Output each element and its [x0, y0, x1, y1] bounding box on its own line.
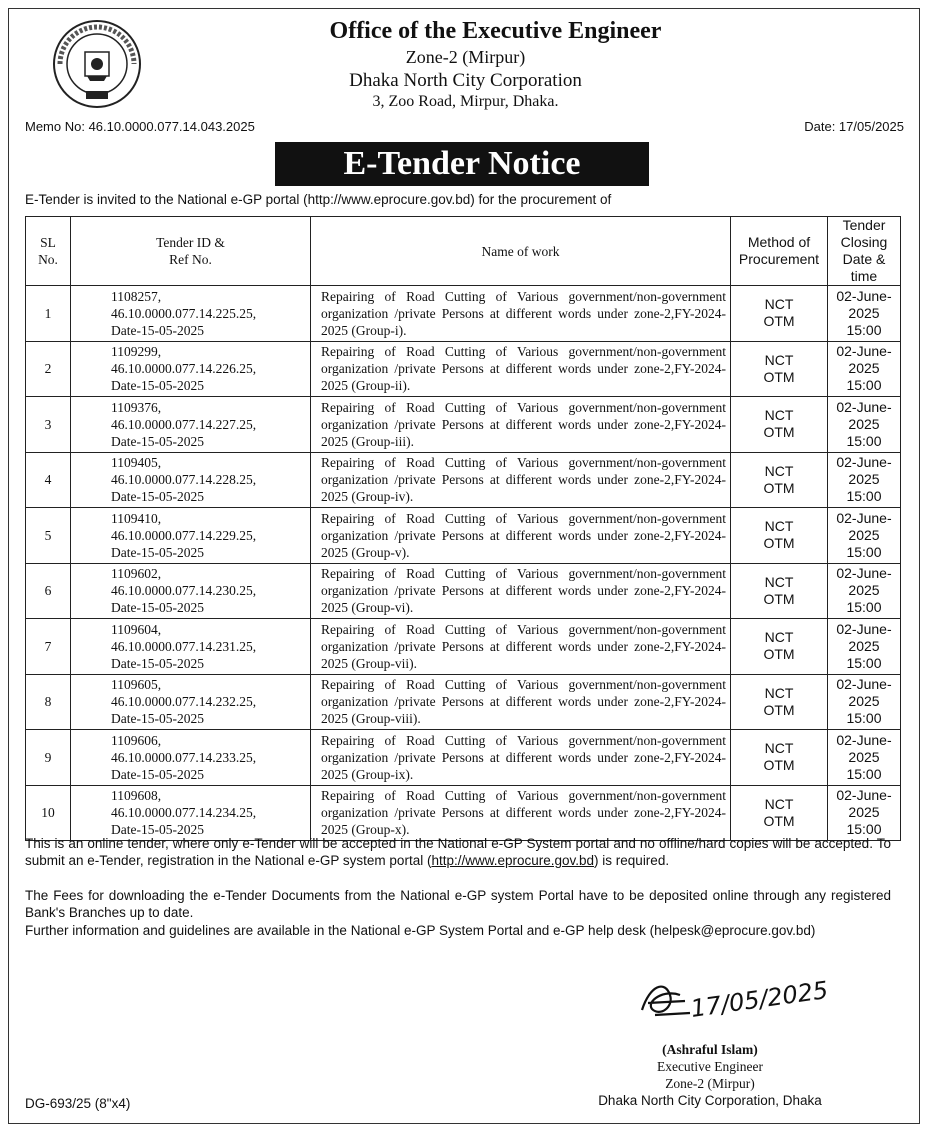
note-online-tender: This is an online tender, where only e-Tender will be accepted in the National e-GP System portal and no offline/hard copies will be accepted. To submit an e-Tender, registration in the National e-GP system portal (http://www.eprocure.gov.bd) is required.: [25, 836, 891, 868]
cell-sl: 7: [26, 619, 71, 675]
header-name-of-work: Name of work: [311, 217, 731, 286]
cell-tender-id: 1109405, 46.10.0000.077.14.228.25, Date-15-05-2025: [71, 452, 311, 508]
cell-method: NCT OTM: [731, 730, 828, 786]
cell-tender-id: 1109608, 46.10.0000.077.14.234.25, Date-15-05-2025: [71, 785, 311, 841]
office-title: Office of the Executive Engineer: [329, 18, 662, 44]
cell-closing: 02-June-2025 15:00: [828, 341, 901, 397]
table-row: [26, 730, 901, 786]
cell-method: NCT OTM: [731, 286, 828, 342]
cell-name-of-work: Repairing of Road Cutting of Various government/non-government organization /private Persons at different words under zone-2,FY-2024-2025 (Group-iii).: [311, 397, 731, 453]
cell-method: NCT OTM: [731, 397, 828, 453]
table-row: [26, 452, 901, 508]
cell-method: NCT OTM: [731, 563, 828, 619]
cell-sl: 10: [26, 785, 71, 841]
cell-tender-id: 1109606, 46.10.0000.077.14.233.25, Date-15-05-2025: [71, 730, 311, 786]
cell-name-of-work: Repairing of Road Cutting of Various government/non-government organization /private Persons at different words under zone-2,FY-2024-2025 (Group-iv).: [311, 452, 731, 508]
cell-method: NCT OTM: [731, 674, 828, 730]
cell-method: NCT OTM: [731, 619, 828, 675]
header-sl: SL No.: [26, 217, 71, 286]
cell-tender-id: 1109602, 46.10.0000.077.14.230.25, Date-15-05-2025: [71, 563, 311, 619]
cell-closing: 02-June-2025 15:00: [828, 730, 901, 786]
cell-closing: 02-June-2025 15:00: [828, 397, 901, 453]
cell-sl: 1: [26, 286, 71, 342]
cell-tender-id: 1109604, 46.10.0000.077.14.231.25, Date-15-05-2025: [71, 619, 311, 675]
intro-text: E-Tender is invited to the National e-GP portal (http://www.eprocure.gov.bd) for the procurement of: [25, 192, 612, 207]
cell-tender-id: 1108257, 46.10.0000.077.14.225.25, Date-15-05-2025: [71, 286, 311, 342]
cell-closing: 02-June-2025 15:00: [828, 563, 901, 619]
note-fees: The Fees for downloading the e-Tender Documents from the National e-GP system Portal have to be deposited online through any registered Bank's Branches up to date.: [25, 888, 891, 920]
cell-sl: 2: [26, 341, 71, 397]
cell-name-of-work: Repairing of Road Cutting of Various government/non-government organization /private Persons at different words under zone-2,FY-2024-2025 (Group-ii).: [311, 341, 731, 397]
signatory-zone: Zone-2 (Mirpur): [665, 1076, 755, 1091]
svg-text:17/05/2025: 17/05/2025: [688, 975, 830, 1023]
table-row: [26, 286, 901, 342]
signatory-title: Executive Engineer: [656, 1059, 764, 1074]
table-row: [26, 785, 901, 841]
cell-sl: 3: [26, 397, 71, 453]
notice-banner: E-Tender Notice: [275, 142, 649, 186]
notice-date: Date: 17/05/2025: [804, 119, 904, 134]
cell-closing: 02-June-2025 15:00: [828, 452, 901, 508]
note-help-desk: Further information and guidelines are available in the National e-GP System Portal and e-GP help desk (helpesk@eprocure.gov.bd): [25, 923, 816, 938]
cell-name-of-work: Repairing of Road Cutting of Various government/non-government organization /private Persons at different words under zone-2,FY-2024-2025 (Group-ix).: [311, 730, 731, 786]
cell-closing: 02-June-2025 15:00: [828, 785, 901, 841]
header-closing: Tender Closing Date & time: [828, 217, 901, 286]
signatory-name: (Ashraful Islam): [662, 1042, 758, 1057]
cell-name-of-work: Repairing of Road Cutting of Various government/non-government organization /private Persons at different words under zone-2,FY-2024-2025 (Group-i).: [311, 286, 731, 342]
table-header-row: [26, 217, 901, 286]
cell-sl: 4: [26, 452, 71, 508]
cell-name-of-work: Repairing of Road Cutting of Various government/non-government organization /private Persons at different words under zone-2,FY-2024-2025 (Group-v).: [311, 508, 731, 564]
cell-name-of-work: Repairing of Road Cutting of Various government/non-government organization /private Persons at different words under zone-2,FY-2024-2025 (Group-viii).: [311, 674, 731, 730]
corporation-name: Dhaka North City Corporation: [349, 70, 582, 91]
cell-tender-id: 1109605, 46.10.0000.077.14.232.25, Date-15-05-2025: [71, 674, 311, 730]
cell-tender-id: 1109376, 46.10.0000.077.14.227.25, Date-15-05-2025: [71, 397, 311, 453]
cell-method: NCT OTM: [731, 785, 828, 841]
footer-code: DG-693/25 (8"x4): [25, 1096, 131, 1111]
table-row: [26, 674, 901, 730]
office-address: 3, Zoo Road, Mirpur, Dhaka.: [372, 93, 559, 110]
cell-method: NCT OTM: [731, 452, 828, 508]
cell-name-of-work: Repairing of Road Cutting of Various government/non-government organization /private Persons at different words under zone-2,FY-2024-2025 (Group-x).: [311, 785, 731, 841]
cell-method: NCT OTM: [731, 341, 828, 397]
table-row: [26, 563, 901, 619]
cell-closing: 02-June-2025 15:00: [828, 508, 901, 564]
cell-name-of-work: Repairing of Road Cutting of Various government/non-government organization /private Persons at different words under zone-2,FY-2024-2025 (Group-vi).: [311, 563, 731, 619]
cell-tender-id: 1109410, 46.10.0000.077.14.229.25, Date-15-05-2025: [71, 508, 311, 564]
cell-sl: 5: [26, 508, 71, 564]
cell-sl: 8: [26, 674, 71, 730]
cell-method: NCT OTM: [731, 508, 828, 564]
cell-closing: 02-June-2025 15:00: [828, 286, 901, 342]
cell-sl: 9: [26, 730, 71, 786]
table-row: [26, 397, 901, 453]
cell-closing: 02-June-2025 15:00: [828, 619, 901, 675]
zone-subtitle: Zone-2 (Mirpur): [405, 47, 526, 67]
table-row: [26, 508, 901, 564]
table-row: [26, 341, 901, 397]
signatory-corporation: Dhaka North City Corporation, Dhaka: [598, 1093, 822, 1108]
header-tender-id: Tender ID & Ref No.: [71, 217, 311, 286]
eprocure-link[interactable]: http://www.eprocure.gov.bd: [431, 853, 595, 868]
memo-number: Memo No: 46.10.0000.077.14.043.2025: [25, 119, 255, 134]
handwritten-signature: [630, 965, 870, 1035]
table-row: [26, 619, 901, 675]
cell-sl: 6: [26, 563, 71, 619]
cell-closing: 02-June-2025 15:00: [828, 674, 901, 730]
cell-tender-id: 1109299, 46.10.0000.077.14.226.25, Date-15-05-2025: [71, 341, 311, 397]
header-method: Method of Procurement: [731, 217, 828, 286]
cell-name-of-work: Repairing of Road Cutting of Various government/non-government organization /private Persons at different words under zone-2,FY-2024-2025 (Group-vii).: [311, 619, 731, 675]
tender-table: [25, 216, 901, 841]
